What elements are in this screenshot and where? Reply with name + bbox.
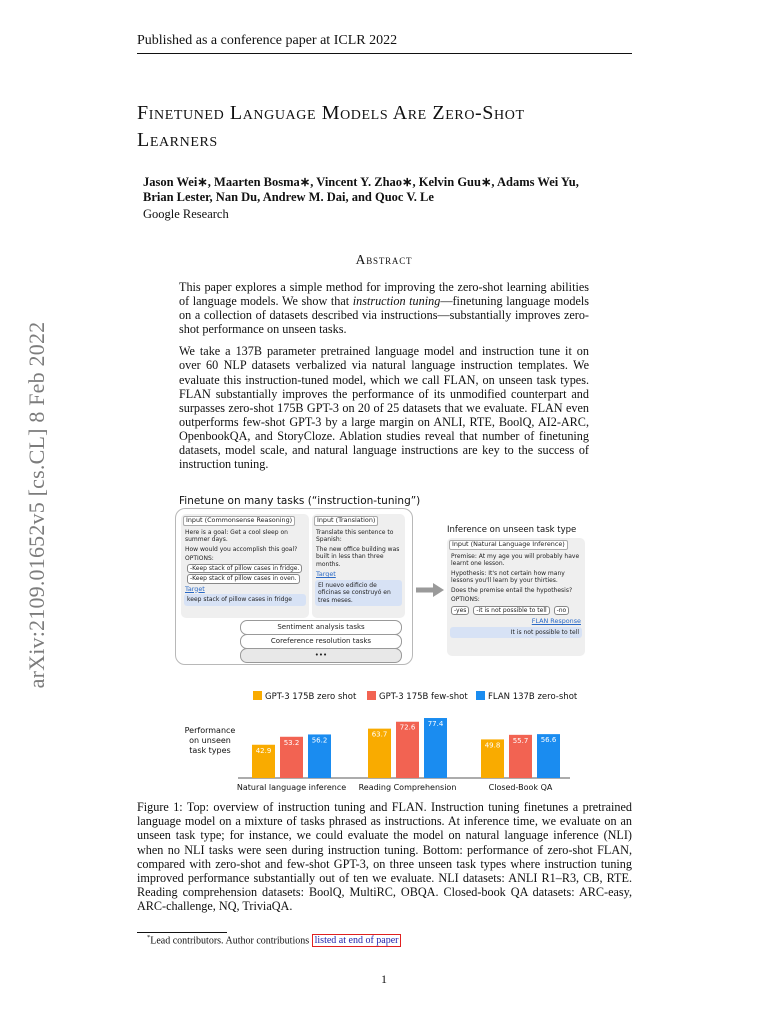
- footnote-text: Lead contributors. Author contributions: [150, 935, 312, 947]
- affiliation: Google Research: [143, 207, 229, 221]
- header-rule: [137, 53, 632, 54]
- abstract-p1-emphasis: instruction tuning: [352, 294, 441, 309]
- y-axis-label: on unseen: [189, 736, 231, 745]
- panel-line: Premise: At my age you will probably have learnt one lesson.: [451, 552, 580, 567]
- panel-line: Does the premise entail the hypothesis?: [451, 586, 573, 594]
- bar-value-label: 56.2: [311, 736, 328, 745]
- abstract-paragraph-1: [179, 280, 589, 336]
- panel-line: OPTIONS:: [185, 555, 214, 562]
- title-line-2: Learners: [137, 129, 218, 151]
- title-line-1: Finetuned Language Models Are Zero-Shot: [137, 102, 525, 124]
- target-label: Target: [316, 570, 336, 578]
- translation-panel: [312, 514, 405, 618]
- target-text: El nuevo edificio de oficinas se construyó en tres meses.: [315, 580, 402, 607]
- target-label: Target: [185, 584, 205, 593]
- panel-option-row: [181, 564, 309, 574]
- footnote-rule: [137, 932, 227, 933]
- option-chip: -no: [554, 606, 570, 616]
- performance-bar-chart: [170, 685, 600, 795]
- option-chip: -Keep stack of pillow cases in fridge.: [187, 564, 302, 574]
- authors-line-1: Jason Wei∗, Maarten Bosma∗, Vincent Y. Zhao∗, Kelvin Guu∗, Adams Wei Yu,: [143, 175, 579, 189]
- footnote: [147, 934, 401, 946]
- arxiv-identifier: arXiv:2109.01652v5 [cs.CL] 8 Feb 2022: [24, 321, 49, 689]
- panel-line: Translate this sentence to Spanish:: [316, 528, 394, 543]
- legend-swatch: [253, 691, 262, 700]
- panel-option-row: [447, 605, 585, 617]
- panel-line: OPTIONS:: [451, 596, 480, 603]
- bar-value-label: 53.2: [283, 738, 300, 747]
- bar-value-label: 55.7: [512, 736, 529, 745]
- figure-caption: Figure 1: Top: overview of instruction tuning and FLAN. Instruction tuning finetunes a pretrained language model on a mixture of tasks phrased as instructions. At inference time, we evaluate on an unseen task type; for instance, we could evaluate the model on natural language inference (NLI) when no NLI tasks were seen during instruction tuning. Bottom: performance of zero-shot FLAN, compared with zero-shot and few-shot GPT-3, on three unseen task types where instruction tuning improved performance substantially out of ten we evaluate. NLI datasets: ANLI R1–R3, CB, RTE. Reading comprehension datasets: BoolQ, MultiRC, OBQA. Closed-book QA datasets: ARC-easy, ARC-challenge, NQ, TriviaQA.: [137, 800, 632, 914]
- abstract-paragraph-2: We take a 137B parameter pretrained language model and instruction tune it on over 60 NLP datasets verbalized via natural language instruction templates. We evaluate this instruction-tuned model, which we call FLAN, on unseen task types. FLAN substantially improves the performance of its unmodified counterpart and surpasses zero-shot 175B GPT-3 on 20 of 25 datasets that we evaluate. FLAN even outperforms few-shot GPT-3 by a large margin on ANLI, RTE, BoolQ, AI2-ARC, OpenbookQA, and StoryCloze. Ablation studies reveal that number of finetuning datasets, model scale, and natural language instructions are key to the success of instruction tuning.: [179, 344, 589, 472]
- panel-head: Input (Natural Language Inference): [449, 540, 568, 550]
- legend-label: GPT-3 175B few-shot: [379, 692, 468, 702]
- arrow-icon: [415, 582, 445, 598]
- authors-line-2: Brian Lester, Nan Du, Andrew M. Dai, and Quoc V. Le: [143, 190, 434, 204]
- y-axis-label: task types: [189, 746, 231, 755]
- target-text: keep stack of pillow cases in fridge: [184, 594, 306, 606]
- bar-value-label: 72.6: [399, 723, 416, 732]
- legend-swatch: [367, 691, 376, 700]
- finetune-title: Finetune on many tasks (“instruction-tuning”): [179, 495, 421, 507]
- task-pill-more: •••: [240, 648, 402, 663]
- footnote-link[interactable]: listed at end of paper: [312, 934, 402, 947]
- response-text: It is not possible to tell: [450, 627, 582, 639]
- bar-value-label: 49.8: [484, 741, 501, 750]
- panel-line: The new office building was built in less than three months.: [316, 545, 400, 568]
- abstract-heading: Abstract: [355, 252, 413, 267]
- option-chip: -Keep stack of pillow cases in oven.: [187, 574, 300, 584]
- bar-value-label: 63.7: [371, 730, 388, 739]
- panel-line: Here is a goal: Get a cool sleep on summer days.: [185, 528, 288, 543]
- legend-swatch: [476, 691, 485, 700]
- category-label: Reading Comprehension: [358, 783, 457, 792]
- commonsense-panel: [181, 514, 309, 618]
- footnote-mark: *: [147, 934, 151, 941]
- bar-value-label: 42.9: [255, 746, 272, 755]
- category-label: Natural language inference: [236, 783, 347, 792]
- task-pill-coreference: Coreference resolution tasks: [240, 634, 402, 649]
- panel-head: Input (Translation): [314, 516, 378, 526]
- abstract-p1-start: This paper explores a simple method for improving the zero-shot learning abilities of language models. We show that: [179, 280, 589, 309]
- option-chip: -yes: [451, 606, 469, 616]
- inference-title: Inference on unseen task type: [447, 525, 577, 535]
- bar-value-label: 56.6: [540, 736, 557, 745]
- nli-panel: [447, 538, 585, 656]
- y-axis-label: Performance: [184, 726, 236, 735]
- author-list: [143, 175, 623, 205]
- response-label: FLAN Response: [531, 617, 581, 625]
- panel-line: How would you accomplish this goal?: [185, 545, 298, 553]
- arxiv-sidebar: [22, 285, 52, 725]
- paper-title: [137, 100, 637, 154]
- abstract-body: [179, 280, 589, 479]
- legend-label: FLAN 137B zero-shot: [488, 692, 578, 702]
- legend-label: GPT-3 175B zero shot: [265, 692, 357, 702]
- task-pill-sentiment: Sentiment analysis tasks: [240, 620, 402, 635]
- option-chip: -it is not possible to tell: [473, 606, 549, 616]
- abstract-p1-end: —finetuning language models on a collection of datasets described via instructions—substantially improves zero-shot performance on unseen tasks.: [179, 294, 589, 337]
- panel-head: Input (Commonsense Reasoning): [183, 516, 295, 526]
- panel-option-row: [181, 573, 309, 584]
- category-label: Closed-Book QA: [488, 783, 553, 792]
- bar-value-label: 77.4: [427, 720, 444, 729]
- running-header: Published as a conference paper at ICLR 2022: [137, 33, 398, 48]
- page-number: 1: [381, 972, 387, 986]
- panel-line: Hypothesis: It's not certain how many lessons you'll learn by your thirties.: [451, 569, 565, 584]
